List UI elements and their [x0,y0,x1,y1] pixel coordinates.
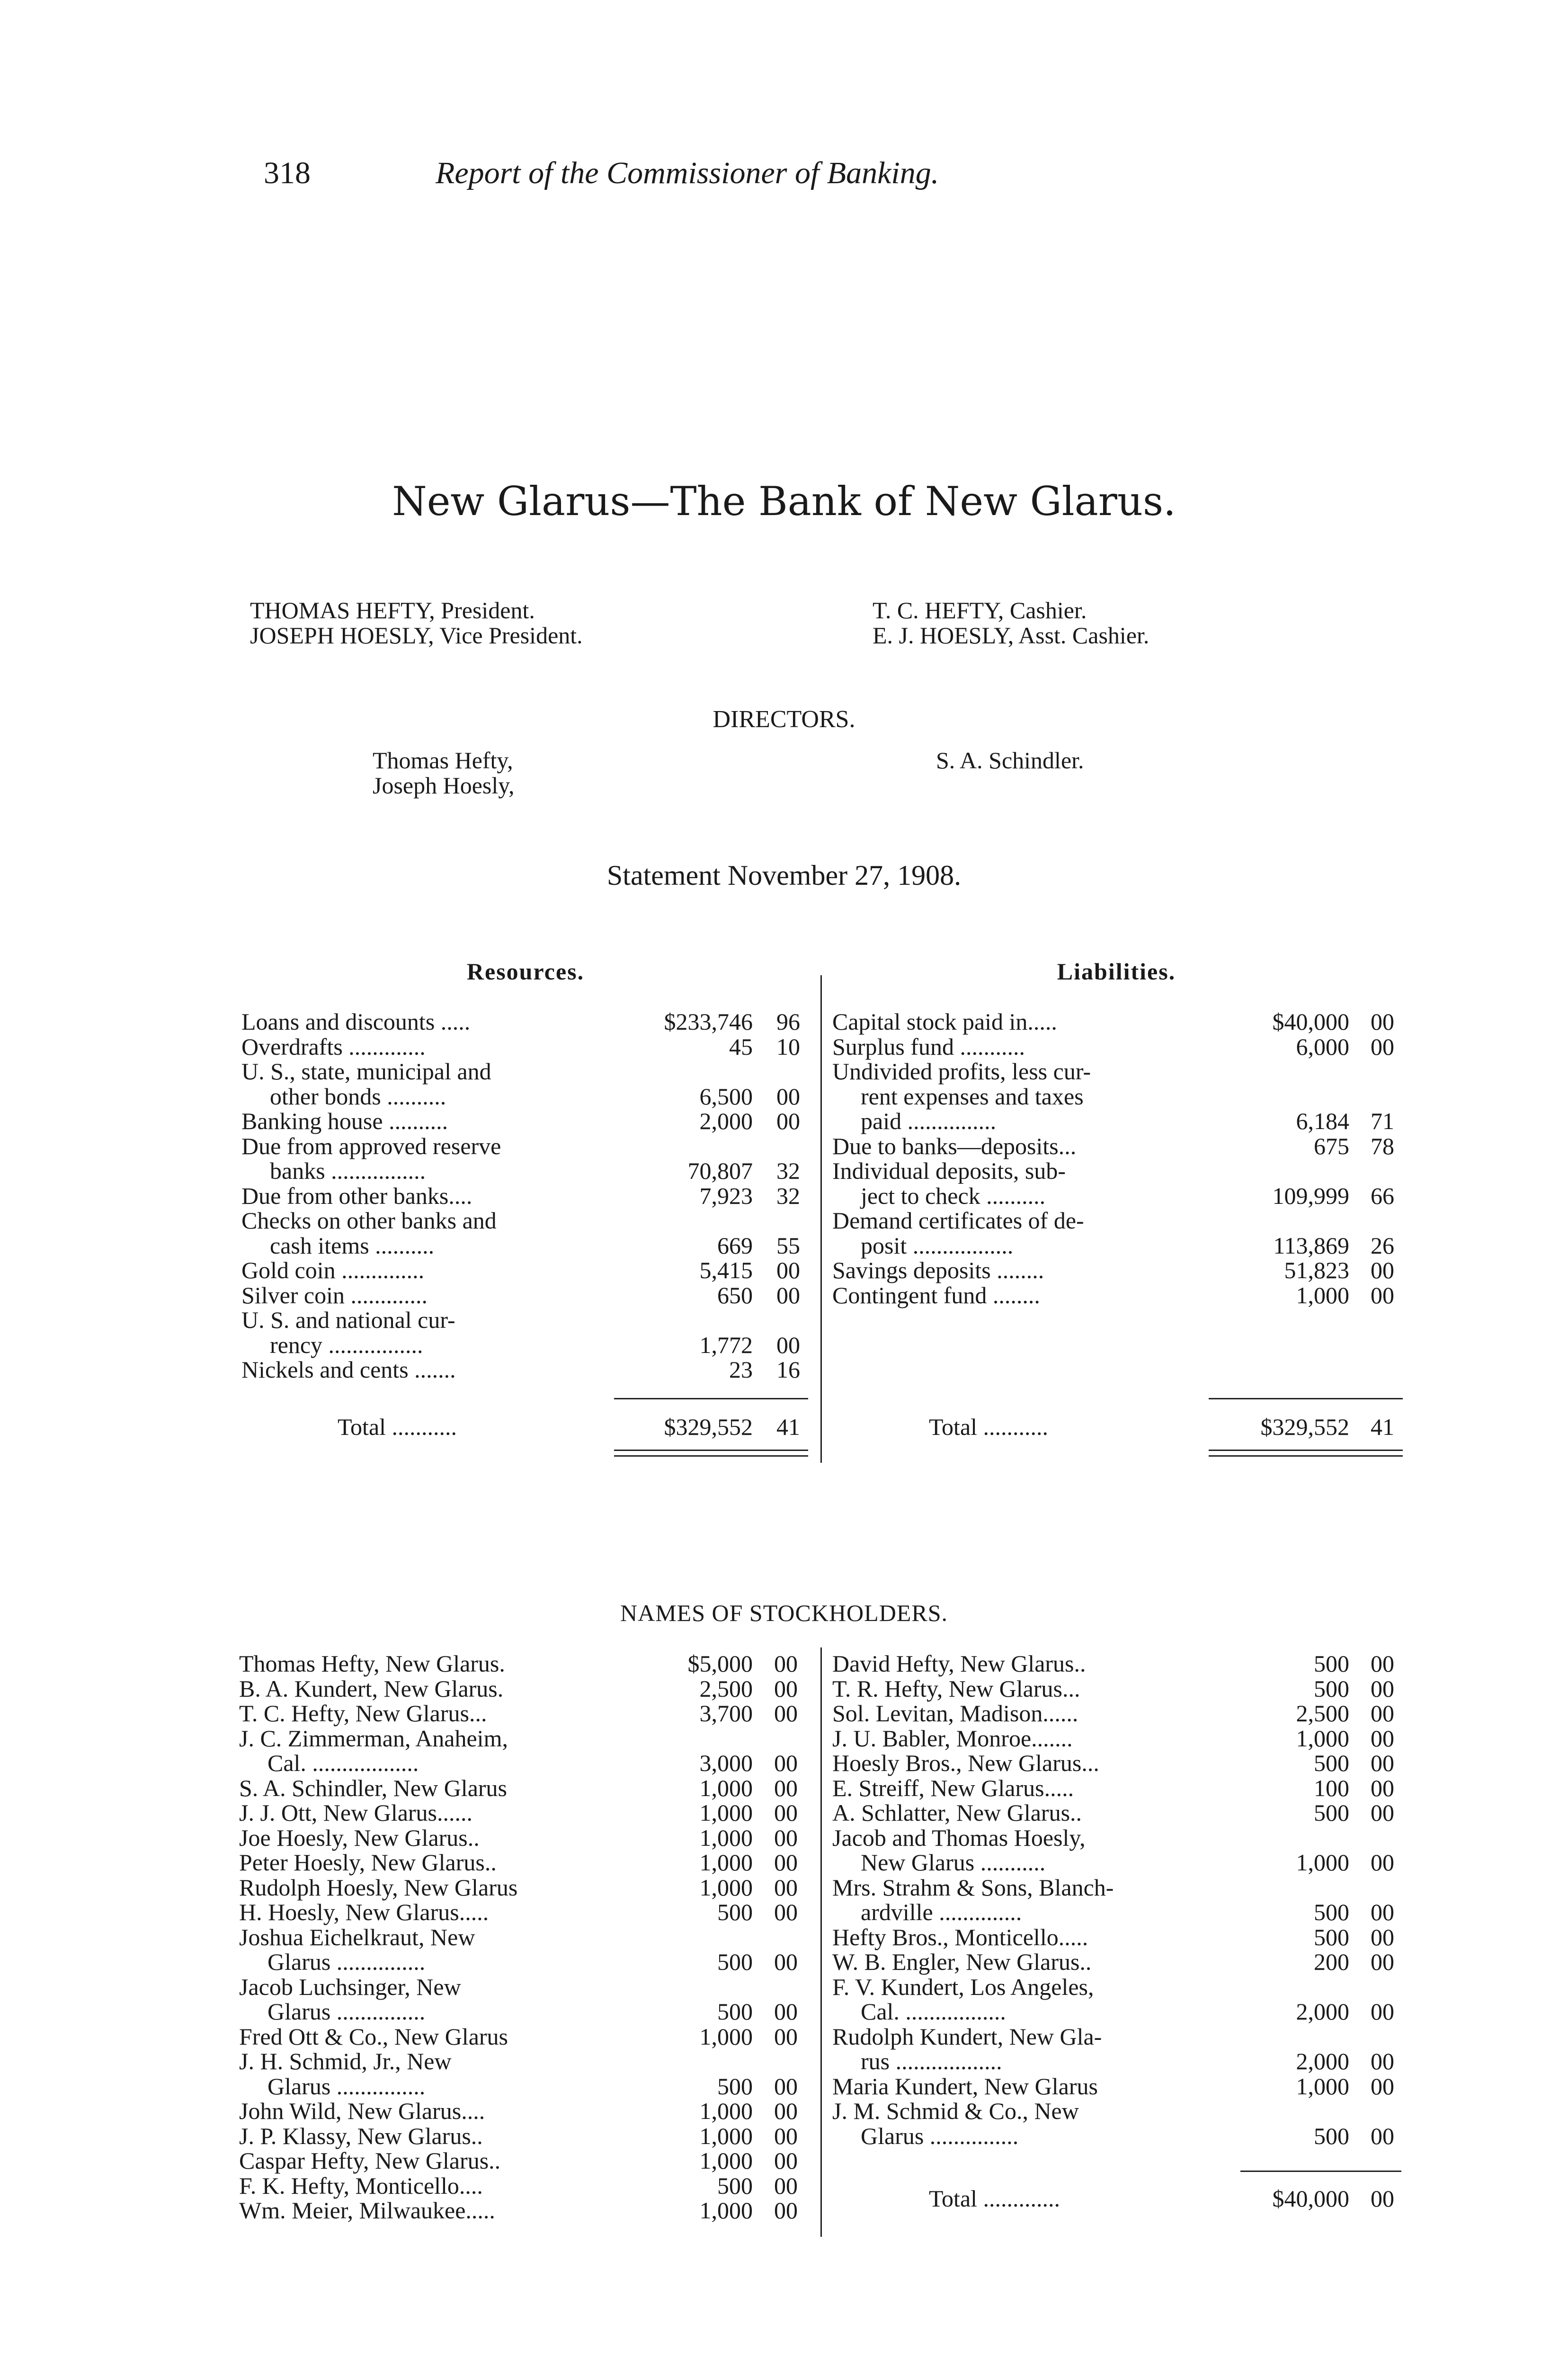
ledger-row [239,2099,814,2124]
row-dollars: $40,000 [1272,1008,1349,1035]
row-cents: 00 [1371,1650,1394,1677]
row-dollars: 45 [729,1033,753,1060]
row-cents: 00 [1371,1675,1394,1702]
ledger-row [832,1999,1405,2024]
row-label: Undivided profits, less cur- [832,1058,1091,1085]
ledger-row [832,2074,1405,2099]
row-dollars: 1,000 [699,1874,753,1901]
ledger-row [241,1084,814,1109]
ledger-row [832,1850,1405,1875]
row-label: Maria Kundert, New Glarus [832,2073,1098,2100]
row-label: Gold coin .............. [241,1257,425,1283]
row-cents: 00 [1371,1998,1394,2025]
row-cents: 00 [1371,1849,1394,1876]
ledger-row [241,1109,814,1134]
row-dollars: 500 [1314,1923,1349,1950]
row-cents: 16 [776,1356,800,1383]
row-dollars: 500 [1314,1899,1349,1925]
row-label: Due to banks—deposits... [832,1132,1077,1159]
row-cents: 00 [1371,1257,1394,1283]
row-dollars: 2,500 [1296,1700,1349,1726]
liabilities-table [832,1009,1405,1308]
row-label: U. S., state, municipal and [241,1058,491,1085]
row-label: Capital stock paid in..... [832,1008,1057,1035]
director-name: S. A. Schindler. [936,747,1084,774]
stockholders-heading: NAMES OF STOCKHOLDERS. [620,1600,948,1626]
ledger-row [832,1109,1405,1134]
row-label: posit ................. [861,1232,1014,1259]
ledger-row [241,1184,814,1209]
row-cents: 00 [1371,1899,1394,1925]
row-cents: 00 [774,2197,798,2224]
stockholders-total-rule [1240,2171,1401,2172]
row-label: E. Streiff, New Glarus..... [832,1774,1074,1801]
ledger-row [239,1751,814,1776]
liabilities-total-label: Total ........... [929,1414,1049,1440]
liabilities-total-cents: 41 [1371,1414,1394,1440]
row-dollars: 51,823 [1284,1257,1349,1283]
directors-heading: DIRECTORS. [713,706,855,733]
ledger-row [241,1034,814,1059]
row-label: Checks on other banks and [241,1207,497,1234]
row-cents: 00 [774,2122,798,2149]
row-cents: 00 [774,1949,798,1975]
row-label: J. U. Babler, Monroe....... [832,1725,1073,1752]
row-label: Banking house .......... [241,1108,448,1134]
row-label: paid ............... [861,1108,997,1134]
row-dollars: 500 [1314,1650,1349,1677]
ledger-row [239,1999,814,2024]
row-cents: 00 [1371,1774,1394,1801]
row-label: Individual deposits, sub- [832,1157,1066,1184]
ledger-row [832,1925,1405,1950]
row-cents: 26 [1371,1232,1394,1259]
liabilities-total-dollars: $329,552 [1260,1414,1349,1440]
row-cents: 32 [776,1182,800,1209]
ledger-row [832,1701,1405,1726]
ledger-row [832,1134,1405,1159]
row-label: Joe Hoesly, New Glarus.. [239,1824,480,1851]
row-label: Hoesly Bros., New Glarus... [832,1750,1099,1776]
ledger-row [241,1233,814,1258]
resources-total-rule [614,1398,808,1399]
ledger-row [832,2099,1405,2124]
row-label: J. P. Klassy, New Glarus.. [239,2122,483,2149]
row-label: Nickels and cents ....... [241,1356,456,1383]
liabilities-total-double-rule [1209,1450,1403,1457]
row-label: Glarus ............... [861,2122,1019,2149]
row-dollars: 500 [717,1998,753,2025]
row-cents: 00 [774,2172,798,2199]
stockholders-right-list [832,1651,1405,2148]
ledger-row [239,1925,814,1950]
row-label: Rudolph Kundert, New Gla- [832,2023,1102,2050]
row-dollars: 1,000 [699,2122,753,2149]
row-label: J. J. Ott, New Glarus...... [239,1799,473,1826]
row-dollars: 500 [1314,1799,1349,1826]
row-dollars: 500 [1314,1675,1349,1702]
statement-heading: Statement November 27, 1908. [606,860,962,891]
directors-right [936,748,1084,773]
row-dollars: 200 [1314,1949,1349,1975]
officer-vice-president: JOSEPH HOESLY, Vice President. [250,622,583,649]
row-dollars: 5,415 [699,1257,753,1283]
row-label: Caspar Hefty, New Glarus.. [239,2147,501,2174]
row-label: Glarus ............... [267,1949,426,1975]
ledger-row [832,1975,1405,2000]
row-label: rent expenses and taxes [861,1083,1084,1110]
ledger-row [239,1726,814,1751]
ledger-row [832,2049,1405,2074]
row-dollars: 6,184 [1296,1108,1349,1134]
row-dollars: 1,000 [699,1799,753,1826]
officers-right [873,598,1149,648]
row-dollars: 500 [717,1949,753,1975]
row-cents: 00 [1371,1725,1394,1752]
ledger-row [239,1701,814,1726]
row-dollars: 1,000 [1296,1281,1349,1308]
ledger-row [241,1009,814,1034]
row-label: rus .................. [861,2048,1002,2074]
officer-asst-cashier: E. J. HOESLY, Asst. Cashier. [873,622,1149,649]
ledger-row [832,1800,1405,1825]
row-dollars: 1,000 [699,2098,753,2124]
row-dollars: $233,746 [664,1008,753,1035]
ledger-row [832,1751,1405,1776]
ledger-row [239,1825,814,1851]
row-label: B. A. Kundert, New Glarus. [239,1675,504,1702]
row-label: Loans and discounts ..... [241,1008,471,1035]
row-label: Jacob and Thomas Hoesly, [832,1824,1086,1851]
resources-total-double-rule [614,1450,808,1457]
ledger-row [241,1208,814,1233]
row-cents: 00 [774,1774,798,1801]
row-label: Glarus ............... [267,1998,426,2025]
row-dollars: 1,000 [699,2197,753,2224]
row-label: Cal. ................. [861,1998,1006,2025]
row-cents: 96 [776,1008,800,1035]
row-cents: 00 [1371,1750,1394,1776]
ledger-row [239,1975,814,2000]
ledger-row [832,1726,1405,1751]
row-dollars: 109,999 [1272,1182,1349,1209]
stockholders-left-list [239,1651,814,2223]
row-cents: 00 [1371,1700,1394,1726]
stockholders-total-dollars: $40,000 [1272,2185,1349,2212]
ledger-row [832,1034,1405,1059]
ledger-row [239,2148,814,2173]
row-label: other bonds .......... [270,1083,446,1110]
ledger-row [239,1800,814,1825]
row-dollars: 669 [717,1232,753,1259]
officers-left [250,598,583,648]
row-dollars: 6,500 [699,1083,753,1110]
row-label: T. R. Hefty, New Glarus... [832,1675,1080,1702]
row-label: Glarus ............... [267,2073,426,2100]
row-label: Rudolph Hoesly, New Glarus [239,1874,518,1901]
row-cents: 00 [776,1083,800,1110]
row-cents: 00 [774,1675,798,1702]
row-label: Jacob Luchsinger, New [239,1973,461,2000]
ledger-row [239,1776,814,1801]
ledger-row [832,1283,1405,1308]
row-label: Surplus fund ........... [832,1033,1025,1060]
row-dollars: 1,772 [699,1331,753,1358]
statement-column-divider [820,975,822,1463]
row-label: Fred Ott & Co., New Glarus [239,2023,508,2050]
row-cents: 00 [774,1849,798,1876]
row-label: Due from other banks.... [241,1182,472,1209]
ledger-row [239,2024,814,2049]
ledger-row [832,1258,1405,1283]
row-label: Demand certificates of de- [832,1207,1084,1234]
row-dollars: 1,000 [699,2023,753,2050]
row-label: U. S. and national cur- [241,1307,455,1333]
row-dollars: 1,000 [699,2147,753,2174]
row-label: ject to check .......... [861,1182,1046,1209]
stockholders-total-label: Total ............. [929,2185,1060,2212]
row-label: T. C. Hefty, New Glarus... [239,1700,487,1726]
row-cents: 00 [774,1899,798,1925]
row-cents: 00 [776,1281,800,1308]
row-dollars: 500 [717,1899,753,1925]
ledger-row [241,1308,814,1333]
ledger-row [832,1949,1405,1975]
row-label: Cal. .................. [267,1750,419,1776]
ledger-row [239,1676,814,1701]
ledger-row [239,1875,814,1900]
row-cents: 55 [776,1232,800,1259]
row-cents: 71 [1371,1108,1394,1134]
running-title: Report of the Commissioner of Banking. [436,156,939,190]
row-dollars: 500 [717,2073,753,2100]
row-label: Due from approved reserve [241,1132,501,1159]
ledger-row [832,1776,1405,1801]
row-label: A. Schlatter, New Glarus.. [832,1799,1082,1826]
row-cents: 00 [776,1331,800,1358]
row-cents: 00 [1371,1799,1394,1826]
row-cents: 00 [774,1650,798,1677]
row-dollars: 100 [1314,1774,1349,1801]
row-cents: 00 [774,2073,798,2100]
ledger-row [832,1651,1405,1676]
row-label: banks ................ [270,1157,426,1184]
row-cents: 00 [774,1700,798,1726]
ledger-row [832,1208,1405,1233]
liabilities-heading: Liabilities. [1057,958,1176,985]
row-cents: 00 [774,1998,798,2025]
resources-total-cents: 41 [776,1414,800,1440]
liabilities-total-rule [1209,1398,1403,1399]
row-dollars: 675 [1314,1132,1349,1159]
row-label: J. H. Schmid, Jr., New [239,2048,452,2074]
officer-cashier: T. C. HEFTY, Cashier. [873,597,1087,623]
row-label: Joshua Eichelkraut, New [239,1923,475,1950]
ledger-row [239,2074,814,2099]
row-cents: 00 [1371,1008,1394,1035]
row-label: cash items .......... [270,1232,435,1259]
resources-total-label: Total ........... [338,1414,457,1440]
ledger-row [239,2173,814,2198]
ledger-row [832,1158,1405,1184]
row-cents: 00 [774,2023,798,2050]
director-name: Joseph Hoesly, [373,772,515,799]
ledger-row [241,1258,814,1283]
row-cents: 00 [774,1750,798,1776]
row-label: Overdrafts ............. [241,1033,426,1060]
row-label: F. V. Kundert, Los Angeles, [832,1973,1094,2000]
row-cents: 00 [774,1799,798,1826]
ledger-row [239,1651,814,1676]
row-dollars: 1,000 [1296,1725,1349,1752]
row-label: J. M. Schmid & Co., New [832,2098,1079,2124]
row-dollars: 1,000 [1296,1849,1349,1876]
ledger-row [241,1333,814,1358]
ledger-row [239,1850,814,1875]
row-dollars: 1,000 [699,1774,753,1801]
ledger-row [241,1283,814,1308]
row-cents: 00 [1371,1281,1394,1308]
ledger-row [241,1158,814,1184]
row-label: Contingent fund ........ [832,1281,1040,1308]
row-cents: 66 [1371,1182,1394,1209]
page-number: 318 [264,156,311,190]
row-dollars: 3,700 [699,1700,753,1726]
ledger-row [832,1084,1405,1109]
ledger-row [832,2024,1405,2049]
row-label: ardville .............. [861,1899,1022,1925]
resources-total-dollars: $329,552 [664,1414,753,1440]
row-dollars: 70,807 [687,1157,753,1184]
ledger-row [239,1949,814,1975]
row-label: Thomas Hefty, New Glarus. [239,1650,505,1677]
row-dollars: 2,500 [699,1675,753,1702]
row-label: Wm. Meier, Milwaukee..... [239,2197,495,2224]
ledger-row [241,1134,814,1159]
row-label: J. C. Zimmerman, Anaheim, [239,1725,508,1752]
row-cents: 78 [1371,1132,1394,1159]
ledger-row [832,1875,1405,1900]
row-dollars: 500 [717,2172,753,2199]
row-dollars: 2,000 [699,1108,753,1134]
ledger-row [832,1825,1405,1851]
row-label: David Hefty, New Glarus.. [832,1650,1086,1677]
ledger-row [241,1059,814,1084]
row-cents: 00 [776,1257,800,1283]
row-label: H. Hoesly, New Glarus..... [239,1899,489,1925]
row-label: New Glarus ........... [861,1849,1046,1876]
ledger-row [832,1184,1405,1209]
ledger-row [832,1009,1405,1034]
row-dollars: 6,000 [1296,1033,1349,1060]
director-name: Thomas Hefty, [373,747,513,774]
row-dollars: 500 [1314,1750,1349,1776]
bank-title: New Glarus—The Bank of New Glarus. [392,478,1176,525]
row-label: John Wild, New Glarus.... [239,2098,485,2124]
row-dollars: 3,000 [699,1750,753,1776]
row-dollars: $5,000 [687,1650,753,1677]
row-cents: 00 [1371,1033,1394,1060]
row-cents: 00 [774,1824,798,1851]
row-label: Silver coin ............. [241,1281,428,1308]
ledger-row [239,2198,814,2223]
row-cents: 00 [774,2147,798,2174]
ledger-row [832,1900,1405,1925]
row-dollars: 23 [729,1356,753,1383]
ledger-row [832,1233,1405,1258]
ledger-row [239,2049,814,2074]
resources-table [241,1009,814,1382]
row-dollars: 113,869 [1273,1232,1349,1259]
row-dollars: 1,000 [1296,2073,1349,2100]
row-label: F. K. Hefty, Monticello.... [239,2172,483,2199]
row-label: Mrs. Strahm & Sons, Blanch- [832,1874,1114,1901]
row-dollars: 1,000 [699,1824,753,1851]
resources-heading: Resources. [466,958,585,985]
row-cents: 00 [1371,1923,1394,1950]
ledger-row [239,1900,814,1925]
row-cents: 00 [1371,2048,1394,2074]
officer-president: THOMAS HEFTY, President. [250,597,535,623]
row-dollars: 7,923 [699,1182,753,1209]
row-dollars: 1,000 [699,1849,753,1876]
ledger-row [239,2124,814,2149]
row-dollars: 2,000 [1296,2048,1349,2074]
row-label: Savings deposits ........ [832,1257,1044,1283]
row-label: Sol. Levitan, Madison...... [832,1700,1078,1726]
row-label: rency ................ [270,1331,423,1358]
row-label: Hefty Bros., Monticello..... [832,1923,1088,1950]
row-cents: 00 [774,1874,798,1901]
ledger-row [832,1676,1405,1701]
row-cents: 10 [776,1033,800,1060]
row-dollars: 650 [717,1281,753,1308]
row-dollars: 2,000 [1296,1998,1349,2025]
row-label: Peter Hoesly, New Glarus.. [239,1849,497,1876]
row-cents: 00 [1371,2073,1394,2100]
row-cents: 32 [776,1157,800,1184]
stockholders-total-cents: 00 [1371,2185,1394,2212]
row-cents: 00 [1371,2122,1394,2149]
stockholders-column-divider [820,1647,822,2237]
row-cents: 00 [1371,1949,1394,1975]
row-label: S. A. Schindler, New Glarus [239,1774,507,1801]
row-dollars: 500 [1314,2122,1349,2149]
row-cents: 00 [776,1108,800,1134]
ledger-row [832,1059,1405,1084]
row-label: W. B. Engler, New Glarus.. [832,1949,1092,1975]
ledger-row [832,2124,1405,2149]
ledger-row [241,1357,814,1382]
row-cents: 00 [774,2098,798,2124]
directors-left [373,748,515,798]
